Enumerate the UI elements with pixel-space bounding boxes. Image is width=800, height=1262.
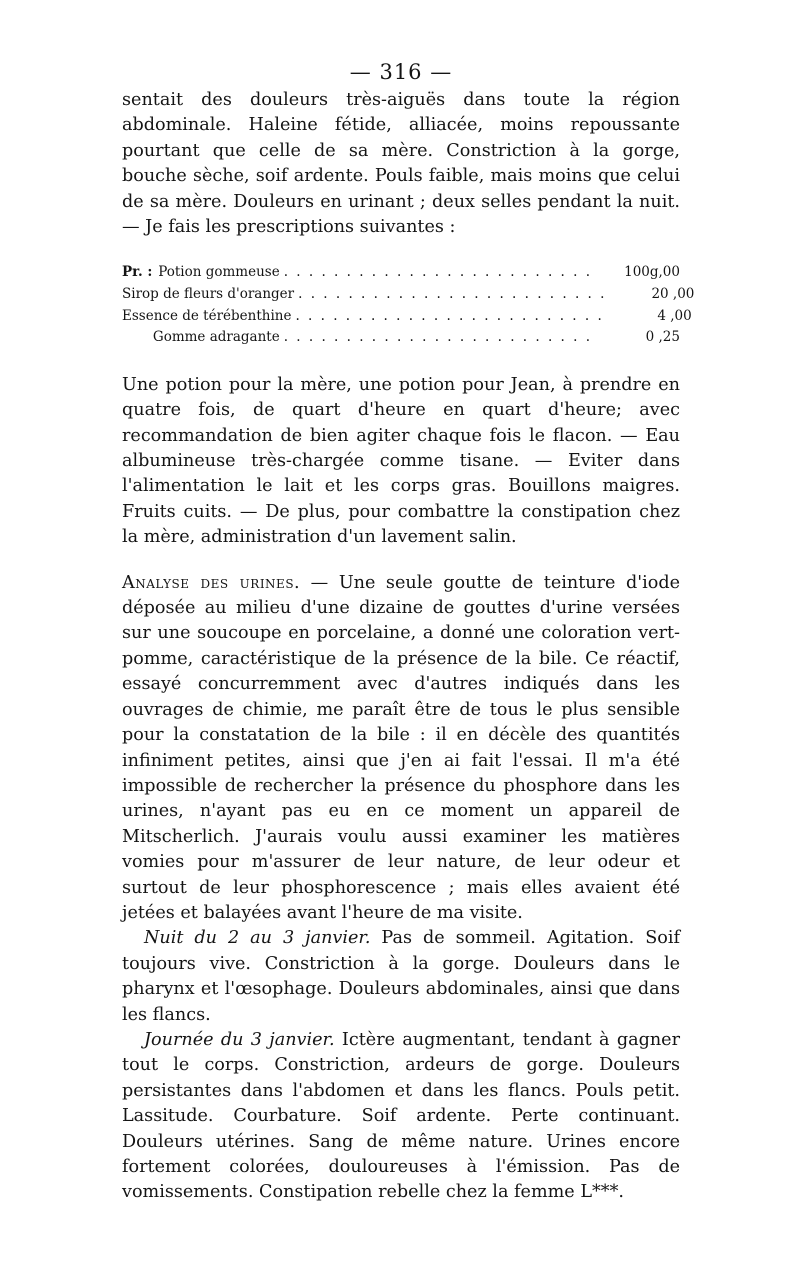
prescription-row: [122, 262, 680, 284]
ingredient-name: Potion gommeuse: [158, 264, 280, 281]
ingredient-name: Essence de térébenthine: [122, 307, 292, 324]
leader-dots: . . . . . . . . . . . . . . . . . . . . . . . . .: [295, 307, 604, 324]
prescription-row: [122, 327, 680, 349]
day-entry-text: Ictère augmentant, tendant à gagner tout le corps. Constriction, ardeurs de gorge. Douleurs persistantes dans l'abdomen et dans les flancs. Pouls petit. Lassitude. Courbature. Soif ardente. Perte continuant. Douleurs utérines. Sang de même nature. Urines encore fortement colorées, douloureuses à l'émission. Pas de vomissements. Constipation rebelle chez la femme L***.: [122, 1029, 680, 1203]
intro-paragraph: sentait des douleurs très-aiguës dans toute la région abdominale. Haleine fétide, alliacée, moins repoussante pourtant que celle de sa mère. Constriction à la gorge, bouche sèche, soif ardente. Pouls faible, mais moins que celui de sa mère. Douleurs en urinant ; deux selles pendant la nuit. — Je fais les prescriptions suivantes :: [122, 90, 680, 238]
ingredient-quantity: 0 ,25: [645, 329, 680, 346]
prescription-row: [122, 284, 695, 306]
ingredient-quantity: 100g,00: [624, 264, 680, 281]
leader-dots: . . . . . . . . . . . . . . . . . . . . . . . . .: [283, 264, 592, 281]
day-entry-heading: Journée du 3 janvier.: [144, 1029, 335, 1050]
book-page: [122, 60, 695, 1206]
leader-dots: . . . . . . . . . . . . . . . . . . . . . . . . .: [298, 286, 607, 303]
urine-analysis-heading: Analyse des urines.: [122, 572, 301, 593]
urine-analysis-paragraph: [122, 571, 680, 927]
day-entry-paragraph: [122, 1028, 680, 1206]
night-entry-text: Pas de sommeil. Agitation. Soif toujours vive. Constriction à la gorge. Douleurs dans le pharynx et l'œsophage. Douleurs abdominales, ainsi que dans les flancs.: [122, 928, 680, 1025]
prescription-row: [122, 306, 692, 328]
potion-paragraph: Une potion pour la mère, une potion pour Jean, à prendre en quatre fois, de quart d'heure en quart d'heure; avec recommandation de bien agiter chaque fois le flacon. — Eau albumineuse très-chargée comme tisane. — Eviter dans l'alimentation le lait et les corps gras. Bouillons maigres. Fruits cuits. — De plus, pour combattre la constipation chez la mère, administration d'un lavement salin.: [122, 374, 680, 548]
urine-analysis-text: — Une seule goutte de teinture d'iode déposée au milieu d'une dizaine de gouttes d'urine versées sur une soucoupe en porcelaine, a donné une coloration vert-pomme, caractéristique de la présence de la bile. Ce réactif, essayé concurremment avec d'autres indiqués dans les ouvrages de chimie, me paraît être de tous le plus sensible pour la constatation de la bile : il en décèle des quantités infiniment petites, ainsi que j'en ai fait l'essai. Il m'a été impossible de rechercher la présence du phosphore dans les urines, n'ayant pas eu en ce moment un appareil de Mitscherlich. J'aurais voulu aussi examiner les matières vomies pour m'assurer de leur nature, de leur odeur et surtout de leur phosphorescence ; mais elles avaient été jetées et balayées avant l'heure de ma visite.: [122, 572, 680, 923]
prescription-block: [122, 262, 695, 348]
night-entry-heading: Nuit du 2 au 3 janvier.: [144, 928, 371, 949]
ingredient-quantity: 20 ,00: [651, 286, 695, 303]
leader-dots: . . . . . . . . . . . . . . . . . . . . . . . . .: [283, 329, 592, 346]
page-number: — 316 —: [349, 60, 453, 84]
prescription-label: Pr. :: [122, 264, 153, 281]
ingredient-quantity: 4 ,00: [657, 307, 692, 324]
night-entry-paragraph: [122, 926, 680, 1028]
ingredient-name: Sirop de fleurs d'oranger: [122, 286, 295, 303]
ingredient-name: Gomme adragante: [152, 329, 280, 346]
